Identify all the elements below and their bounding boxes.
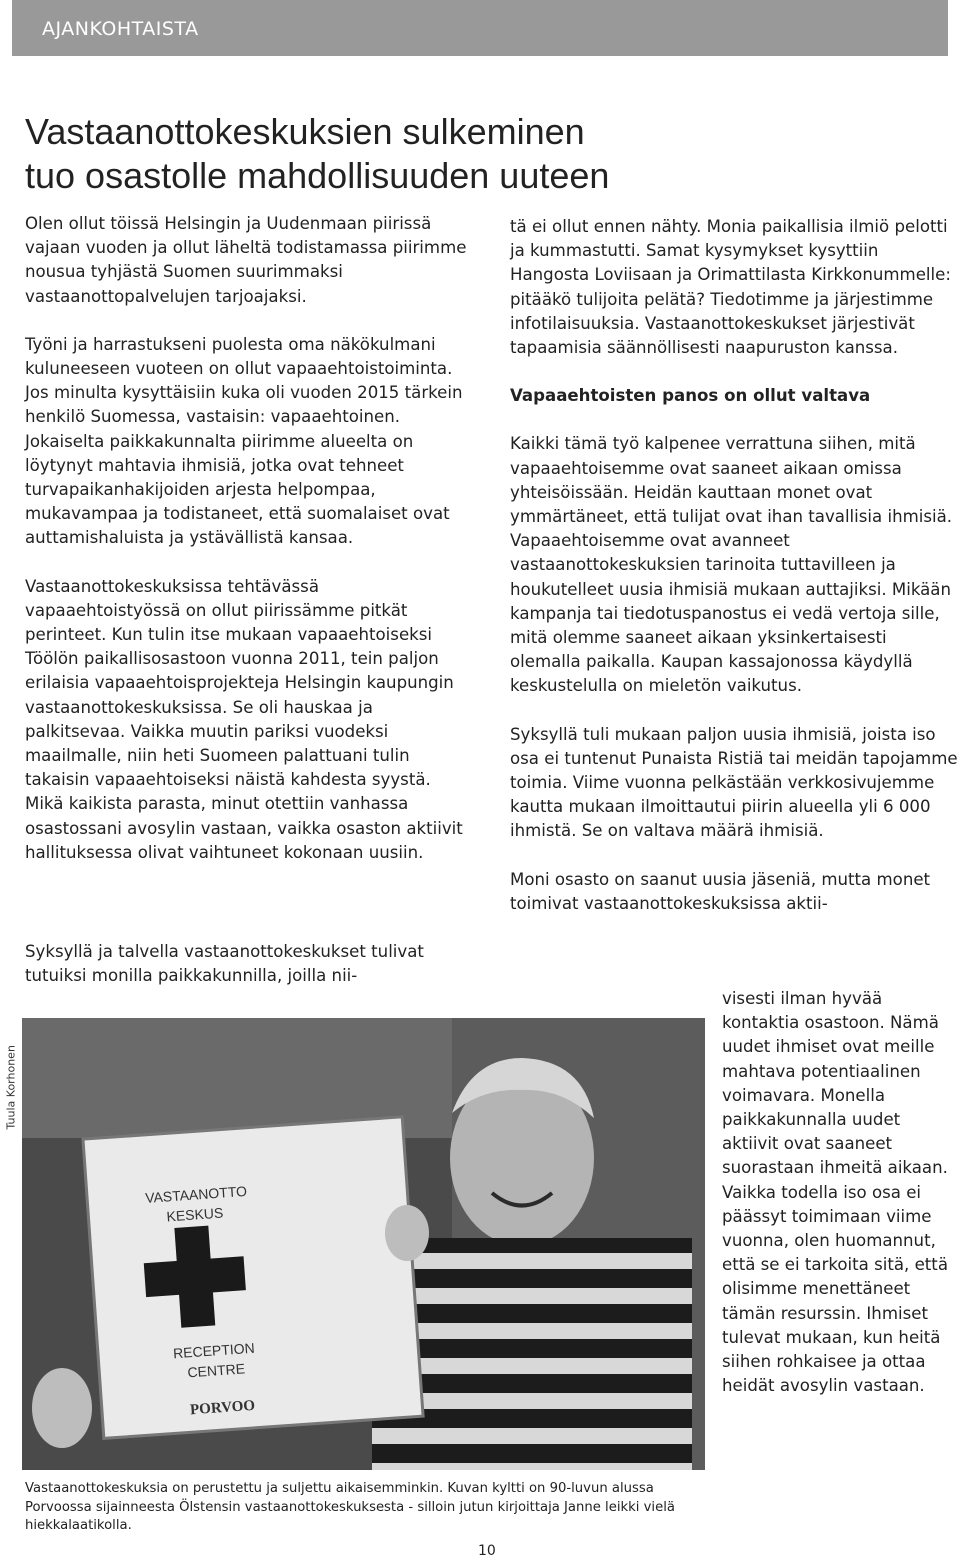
left-column-tail	[25, 940, 470, 988]
photo-credit: Tuula Korhonen	[4, 1045, 18, 1130]
body-paragraph: tä ei ollut ennen nähty. Monia paikallisia ilmiö pelotti ja kummastutti. Samat kysymykset kysyttiin Hangosta Loviisaan ja Orimattilasta Kirkkonummelle: pitääkö tulijoita pelätä? Tiedotimme ja järjestimme infotilaisuuksia. Vastaanottokeskukset järjestivät tapaamisia säännöllisesti naapuruston kanssa.	[510, 217, 951, 358]
left-column	[25, 212, 470, 889]
title-line-2: tuo osastolle mahdollisuuden uuteen	[25, 155, 610, 196]
article-title	[25, 110, 925, 198]
photo-illustration	[22, 1018, 705, 1470]
sign-line-1: VASTAANOTTO	[144, 1182, 248, 1206]
sign-line-3: RECEPTION	[172, 1339, 256, 1362]
sign-line-5: PORVOO	[189, 1397, 256, 1419]
photo-caption: Vastaanottokeskuksia on perustettu ja suljettu aikaisemminkin. Kuvan kyltti on 90-luvun alussa Porvoossa sijainneesta Ölstensin vastaanottokeskuksesta - silloin jutun kirjoittaja Janne leikki vielä hiekkalaatikolla.	[25, 1481, 675, 1534]
page-number: 10	[478, 1543, 496, 1559]
subheading: Vapaaehtoisten panos on ollut valtava	[510, 386, 871, 406]
body-paragraph-continued: Syksyllä ja talvella vastaanottokeskukset tulivat tutuiksi monilla paikkakunnilla, joilla nii-	[25, 942, 424, 986]
section-label: AJANKOHTAISTA	[42, 18, 199, 40]
body-paragraph: Syksyllä tuli mukaan paljon uusia ihmisiä, joista iso osa ei tuntenut Punaista Ristiä tai meidän tapojamme toimia. Viime vuonna pelkästään verkkosivujemme kautta mukaan ilmoittautui piirin alueella yli 6 000 ihmistä. Se on valtava määrä ihmisiä.	[510, 724, 958, 841]
body-paragraph: Moni osasto on saanut uusia jäseniä, mutta monet toimivat vastaanottokeskuksissa aktii-	[510, 869, 931, 913]
body-paragraph: Työni ja harrastukseni puolesta oma näkökulmani kuluneeseen vuoteen on ollut vapaaehtoistoiminta. Jos minulta kysyttäisiin kuka oli vuoden 2015 tärkein henkilö Suomessa, vastaisin: vapaaehtoinen. Jokaiselta paikkakunnalta piirimme alueelta on löytynyt mahtavia ihmisiä, jotka ovat tehneet turvapaikanhakijoiden arjesta helpompaa, mukavampaa ja todistaneet, että suomalaiset ovat auttamishaluista ja ystävällistä kansaa.	[25, 334, 463, 548]
body-paragraph: Vastaanottokeskuksissa tehtävässä vapaaehtoistyössä on ollut piirissämme pitkät perinteet. Kun tulin itse mukaan vapaaehtoiseksi Töölön paikallisosastoon vuonna 2011, tein paljon erilaisia vapaaehtoisprojekteja Helsingin kaupungin vastaanottokeskuksissa. Se oli hauskaa ja palkitsevaa. Vaikka muutin pariksi vuodeksi maailmalle, niin heti Suomeen palattuani tulin takaisin vapaaehtoiseksi näistä kahdesta syystä. Mikä kaikista parasta, minut otettiin vanhassa osastossani avosylin vastaan, vaikka osaston aktiivit hallituksessa olivat vaihtuneet kokonaan uusiin.	[25, 576, 463, 862]
section-header-bar	[12, 0, 948, 56]
body-paragraph: Olen ollut töissä Helsingin ja Uudenmaan piirissä vajaan vuoden ja ollut läheltä todistamassa piirimme nousua tyhjästä Suomen suurimmaksi vastaanottopalvelujen tarjoajaksi.	[25, 214, 467, 306]
body-paragraph: Kaikki tämä työ kalpenee verrattuna siihen, mitä vapaaehtoisemme ovat saaneet aikaan omissa yhteisöissään. Heidän kauttaan monet ovat ymmärtäneet, että tulijat ovat ihan tavallisia ihmisiä. Vapaaehtoisemme ovat avanneet vastaanottokeskuksien tarinoita tuttavilleen ja houkutelleet uusia ihmisiä mukaan auttajiksi. Mikään kampanja tai tiedotuspanostus ei vedä vertoja sille, mitä olemme saaneet aikaan yksinkertaisesti olemalla paikalla. Kaupan kassajonossa käydyllä keskustelulla on mieletön vaikutus.	[510, 434, 953, 696]
right-column	[510, 215, 958, 940]
reception-sign	[83, 1117, 423, 1439]
title-line-1: Vastaanottokeskuksien sulkeminen	[25, 111, 585, 152]
sign-line-4: CENTRE	[186, 1360, 246, 1381]
narrow-column: visesti ilman hyvää kontaktia osastoon. Nämä uudet ihmiset ovat meille mahtava potentiaalinen voimavara. Monella paikkakunnalla uudet aktiivit ovat saaneet suorastaan ihmeitä aikaan. Vaikka todella iso osa ei päässyt toimimaan viime vuonna, olen huomannut, että se ei tarkoita sitä, että olisimme menettäneet tämän resurssin. Ihmiset tulevat mukaan, kun heitä siihen rohkaisee ja ottaa heidät avosylin vastaan.	[722, 989, 948, 1396]
article-photo	[22, 1018, 705, 1470]
sign-line-2: KESKUS	[166, 1204, 224, 1225]
